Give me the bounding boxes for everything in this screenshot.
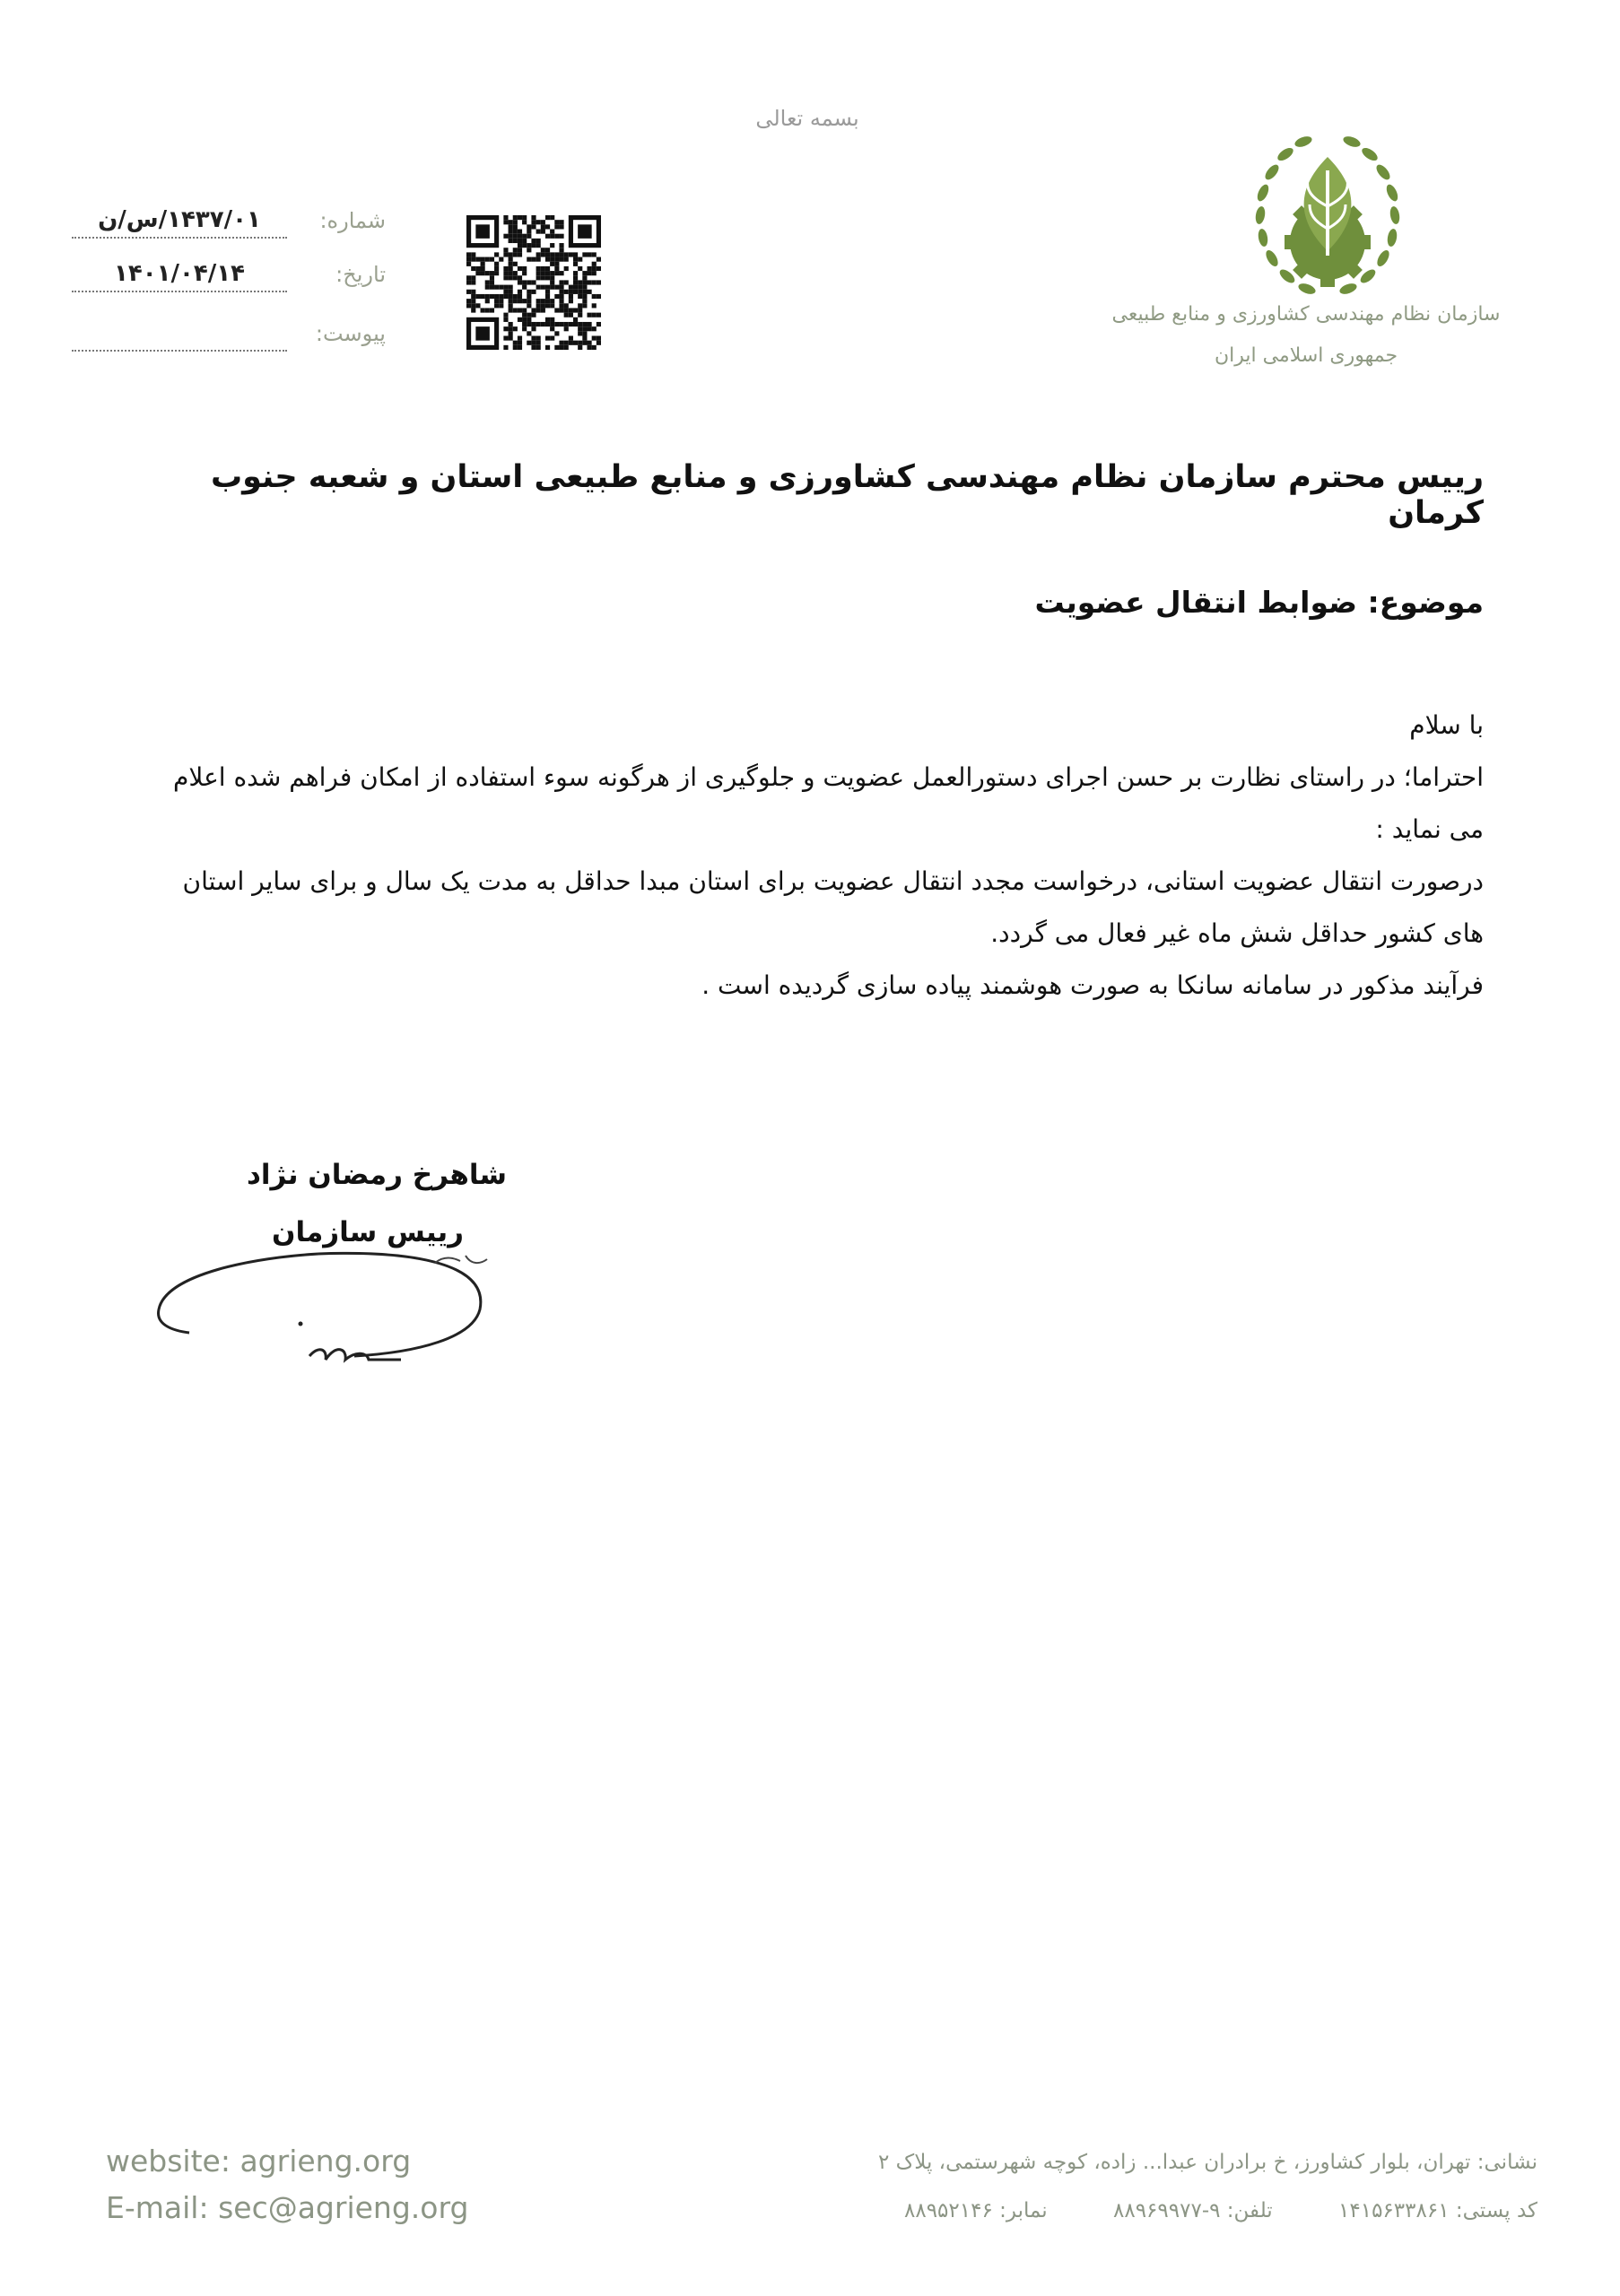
letter-paragraph-3: فرآیند مذکور در سامانه سانکا به صورت هوشمند پیاده سازی گردیده است .	[701, 970, 1484, 1000]
footer-postal-code: کد پستی: ۱۴۱۵۶۳۳۸۶۱	[1338, 2199, 1537, 2222]
footer-contact-line	[640, 2199, 1537, 2222]
letter-date-field	[72, 260, 386, 296]
footer-email: E-mail: sec@agrieng.org	[106, 2190, 469, 2225]
signatory-name: شاهرخ رمضان نژاد	[247, 1159, 507, 1191]
letter-paragraph-1: احتراما؛ در راستای نظارت بر حسن اجرای دستورالعمل عضویت و جلوگیری از هرگونه سوء استفاده از امکان فراهم شده اعلام می نماید :	[173, 762, 1484, 844]
letter-paragraph-2: درصورت انتقال عضویت استانی، درخواست مجدد انتقال عضویت برای استان مبدا حداقل به مدت یک سال و برای سایر استان های کشور حداقل شش ماه غیر فعال می گردد.	[182, 866, 1484, 948]
letter-attachment-label: پیوست:	[315, 321, 386, 346]
organization-logo-icon	[1220, 108, 1435, 323]
footer-address: نشانی: تهران، بلوار کشاورز، خ برادران عبدا... زاده، کوچه شهرستمی، پلاک ۲	[877, 2151, 1537, 2174]
letter-date-label: تاریخ:	[335, 262, 386, 287]
letter-date-value: ۱۴۰۱/۰۴/۱۴	[72, 260, 287, 292]
letter-addressee: رییس محترم سازمان نظام مهندسی کشاورزی و منابع طبیعی استان و شعبه جنوب کرمان	[210, 459, 1484, 531]
letter-attachment-value	[72, 319, 287, 352]
letter-attachment-field	[72, 319, 386, 355]
organization-name: سازمان نظام مهندسی کشاورزی و منابع طبیعی	[1111, 303, 1501, 326]
organization-country: جمهوری اسلامی ایران	[1214, 344, 1398, 367]
letter-number-label: شماره:	[319, 208, 386, 233]
letter-body	[138, 700, 1484, 1012]
footer-website: website: agrieng.org	[106, 2144, 412, 2179]
letter-number-field	[72, 206, 386, 242]
handwritten-signature-icon	[148, 1238, 543, 1381]
letter-number-value: ۱۴۳۷/۰۱/س/ن	[72, 206, 287, 239]
bismillah-heading: بسمه تعالی	[755, 106, 859, 131]
qr-code-icon	[466, 215, 601, 350]
signatory-title: رییس سازمان	[271, 1216, 465, 1248]
footer-fax: نمابر: ۸۸۹۵۲۱۴۶	[903, 2199, 1048, 2222]
letter-subject: موضوع: ضوابط انتقال عضویت	[1034, 585, 1484, 620]
letter-greeting: با سلام	[1409, 710, 1484, 740]
footer-phone: تلفن: ۹-۸۸۹۶۹۹۷۷	[1112, 2199, 1273, 2222]
